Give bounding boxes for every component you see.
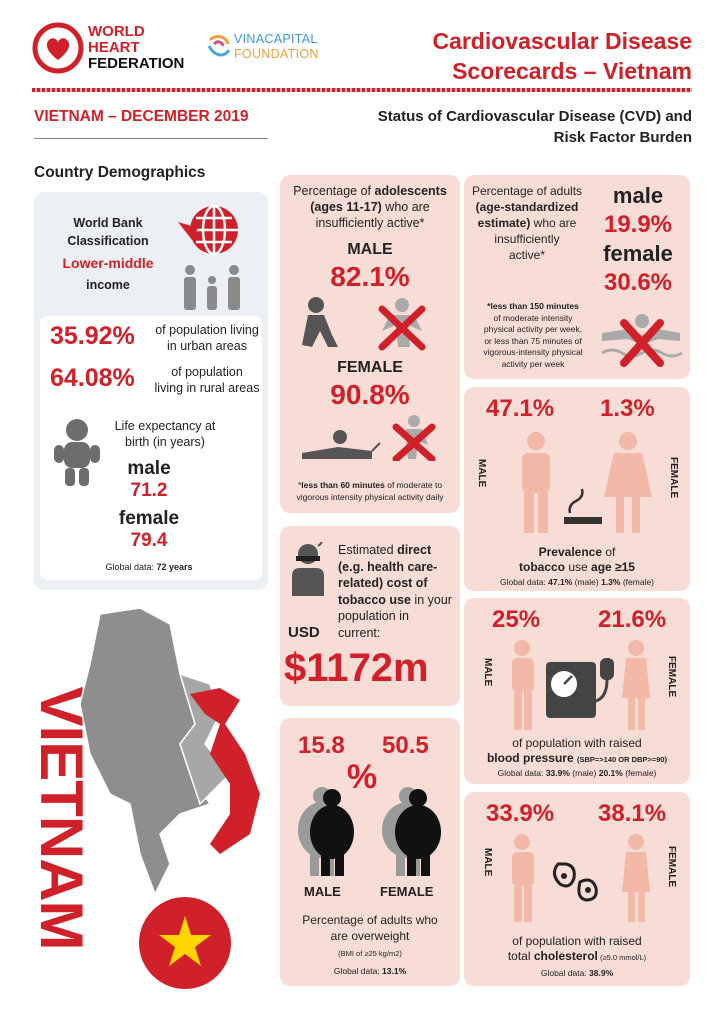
- adolescents-male-value: 82.1%: [330, 261, 410, 292]
- adolescents-line2-post: who are: [381, 200, 430, 214]
- adults-note2: of moderate intensity: [493, 312, 573, 323]
- cholesterol-global-data: [464, 968, 690, 978]
- rural-value: 64.08%: [50, 364, 135, 392]
- tobacco-cost-line3: related) cost of: [338, 576, 428, 590]
- cholesterol-female-label: FEMALE: [666, 846, 677, 888]
- bp-male-value: 25%: [492, 606, 541, 633]
- org-name-line3: FEDERATION: [88, 55, 185, 72]
- partner-logo: [206, 30, 336, 66]
- vietnam-word-text: VIETNAM: [28, 686, 95, 950]
- urban-label: [148, 322, 266, 354]
- tobacco-female-value: 1.3%: [600, 395, 655, 422]
- adolescents-female-value: 90.8%: [330, 379, 410, 410]
- wb-line3: income: [86, 278, 130, 292]
- urban-label-line1: of population living: [155, 323, 259, 337]
- tobacco-global-female: 1.3%: [601, 577, 621, 587]
- region-map: [70, 604, 270, 904]
- adolescents-line1-bold: adolescents: [374, 184, 447, 198]
- tobacco-male-label: MALE: [476, 459, 487, 488]
- life-male-value: 71.2: [130, 480, 168, 501]
- male-female-smoking-icon: [510, 431, 654, 537]
- bp-global-data: [464, 768, 690, 778]
- overweight-global-value: 13.1%: [382, 966, 407, 976]
- cholesterol-caption-small: (≥5.0 mmol/L): [597, 953, 647, 962]
- life-female-label: female: [118, 508, 180, 529]
- partner-swirl-icon: [206, 32, 232, 62]
- swimmer-crossed-icon: [598, 309, 684, 371]
- adults-female-label: female: [603, 241, 673, 266]
- bp-male-label: MALE: [482, 658, 493, 687]
- org-name-line1: WORLD: [88, 23, 145, 40]
- adults-male-value: 19.9%: [603, 211, 673, 238]
- baby-icon: [52, 418, 102, 488]
- bp-caption-small: (SBP=>140 OR DBP>=90): [576, 755, 668, 764]
- adults-note4: or less than 75 minutes of: [484, 335, 582, 346]
- adolescents-note-bold: less than 60 minutes: [301, 480, 385, 490]
- rural-label-line2: living in rural areas: [154, 381, 260, 395]
- adults-note5: vigorous-intensity physical: [483, 347, 583, 357]
- adolescents-line2: (ages 11-17): [310, 200, 382, 214]
- wb-classification: [50, 214, 166, 294]
- adults-activity-card: [464, 175, 690, 379]
- bp-female-value: 21.6%: [598, 606, 667, 633]
- life-female-value: 79.4: [130, 530, 168, 551]
- cholesterol-caption-pre: total: [507, 949, 534, 963]
- bp-global-pre: Global data:: [497, 768, 546, 778]
- tobacco-male-value: 47.1%: [486, 395, 555, 422]
- overweight-caption-small: (BMI of ≥25 kg/m2): [338, 949, 402, 958]
- life-global-label: Global data:: [105, 562, 157, 572]
- subtitle-status-line1: Status of Cardiovascular Disease (CVD) and: [377, 108, 692, 125]
- overweight-card: [280, 718, 460, 986]
- bp-global-female-post: (female): [622, 768, 657, 778]
- life-label-line2: birth (in years): [125, 435, 205, 449]
- rural-label: [148, 364, 266, 396]
- adults-activity-note: [470, 301, 596, 370]
- adolescents-heading: [286, 183, 454, 231]
- bp-global-male-post: (male): [569, 768, 599, 778]
- tobacco-cost-line1-bold: direct: [397, 543, 432, 557]
- adolescents-note-pre: *: [297, 480, 302, 490]
- cholesterol-male-label: MALE: [482, 848, 493, 877]
- tobacco-caption-bold1: Prevalence: [538, 545, 603, 559]
- adolescents-card: [280, 175, 460, 513]
- demographics-heading: Country Demographics: [34, 164, 206, 181]
- overweight-male-label: MALE: [304, 884, 341, 899]
- tobacco-caption-bold2: tobacco: [519, 560, 566, 574]
- partner-name-line1: VINACAPITAL: [234, 32, 318, 46]
- tobacco-cost-line5: population in: [338, 609, 409, 623]
- overweight-caption: [280, 912, 460, 962]
- tobacco-caption-bold3: age ≥15: [591, 560, 635, 574]
- tobacco-global-male: 47.1%: [548, 577, 573, 587]
- tobacco-cost-line4-post: in your: [410, 592, 452, 607]
- adolescents-female-label: FEMALE: [337, 359, 403, 376]
- overweight-global-data: [280, 966, 460, 976]
- adults-activity-heading: [464, 183, 590, 263]
- adults-line3-post: who are: [530, 216, 577, 230]
- tobacco-global-data: [464, 577, 690, 587]
- cholesterol-male-value: 33.9%: [486, 800, 555, 827]
- heart-logo-icon: [32, 22, 84, 74]
- subtitle-status: [378, 106, 692, 148]
- overweight-figures-icon: [294, 786, 454, 878]
- overweight-caption1: Percentage of adults who: [302, 913, 438, 927]
- adults-male-label: male: [612, 183, 664, 208]
- adults-note6: activity per week: [501, 358, 565, 369]
- overweight-female-value: 50.5: [382, 732, 429, 759]
- bp-female-label: FEMALE: [666, 656, 677, 698]
- wb-line2: Classification: [67, 234, 149, 248]
- adolescents-line1-pre: Percentage of: [293, 184, 375, 198]
- lying-child-icon: [298, 413, 448, 461]
- title-line2: Scorecards – Vietnam: [452, 58, 692, 84]
- wb-value: Lower-middle: [62, 255, 154, 271]
- blood-pressure-monitor-icon: [508, 640, 650, 734]
- bp-caption: [464, 736, 690, 767]
- cholesterol-global-value: 38.9%: [589, 968, 614, 978]
- rural-label-line1: of population: [171, 365, 243, 379]
- adults-female-value: 30.6%: [603, 269, 673, 296]
- tobacco-global-female-post: (female): [620, 577, 655, 587]
- tobacco-cost-line1-pre: Estimated: [338, 543, 398, 557]
- adolescents-note-post: of moderate to: [384, 480, 443, 490]
- partner-name-line2: FOUNDATION: [234, 47, 319, 61]
- bp-caption1: of population with raised: [512, 736, 642, 750]
- tobacco-caption-mid: use: [565, 560, 592, 574]
- subtitle-date: VIETNAM – DECEMBER 2019: [34, 108, 249, 125]
- tobacco-cost-value: $1172m: [284, 646, 429, 690]
- cholesterol-female-value: 38.1%: [598, 800, 667, 827]
- tobacco-cost-text: [338, 542, 458, 641]
- tobacco-global-male-post: (male): [572, 577, 602, 587]
- adults-line1: Percentage of adults: [471, 184, 583, 198]
- family-icon: [180, 264, 244, 312]
- subtitle-underline: [34, 138, 268, 139]
- adults-line2: (age-standardized: [475, 200, 579, 214]
- tobacco-female-label: FEMALE: [668, 457, 679, 499]
- adults-note3: physical activity per week,: [483, 324, 583, 334]
- cholesterol-icon: [508, 834, 650, 926]
- globe-arrow-icon: [174, 200, 244, 262]
- title-line1: Cardiovascular Disease: [432, 28, 692, 54]
- tobacco-cost-currency: USD: [288, 624, 320, 641]
- smoker-icon: [288, 542, 328, 596]
- overweight-global-pre: Global data:: [333, 966, 383, 976]
- life-global-data: [74, 562, 224, 572]
- vietnam-flag-icon: [138, 896, 232, 990]
- bp-global-male: 33.9%: [545, 768, 570, 778]
- demographics-card: [34, 192, 268, 590]
- tobacco-cost-card: [280, 526, 460, 706]
- life-expectancy-label: [106, 418, 224, 450]
- tobacco-cost-line4: tobacco use: [338, 592, 411, 607]
- header-divider: [32, 88, 692, 92]
- urban-label-line2: in urban areas: [167, 339, 247, 353]
- adolescents-note-line2: vigorous intensity physical activity daily: [296, 492, 444, 502]
- sitting-child-icon: [298, 295, 448, 351]
- adults-line3: estimate): [477, 216, 531, 230]
- bp-caption-bold: blood pressure: [486, 751, 574, 765]
- subtitle-status-line2: Risk Factor Burden: [553, 129, 692, 146]
- bp-global-female: 20.1%: [598, 768, 623, 778]
- cholesterol-caption: [464, 934, 690, 965]
- wb-line1: World Bank: [73, 216, 143, 230]
- adults-note1: *less than 150 minutes: [487, 301, 579, 311]
- adolescents-line3: insufficiently active*: [315, 216, 425, 230]
- life-global-value: 72 years: [156, 562, 193, 572]
- cholesterol-caption1: of population with raised: [512, 934, 642, 948]
- overweight-caption2: are overweight: [330, 929, 410, 943]
- tobacco-global-pre: Global data:: [499, 577, 549, 587]
- org-name-line2: HEART: [88, 39, 140, 56]
- cholesterol-card: [464, 792, 690, 986]
- life-label-line1: Life expectancy at: [114, 419, 216, 433]
- tobacco-prevalence-card: [464, 387, 690, 591]
- tobacco-cost-line2: (e.g. health care-: [338, 559, 438, 574]
- adults-line5: active*: [508, 248, 546, 262]
- overweight-male-value: 15.8: [298, 732, 345, 759]
- tobacco-caption: [464, 545, 690, 575]
- urban-value: 35.92%: [50, 322, 135, 350]
- adolescents-male-label: MALE: [347, 241, 393, 258]
- tobacco-caption-post1: of: [602, 545, 616, 559]
- tobacco-cost-line6: current:: [338, 625, 381, 640]
- blood-pressure-card: [464, 598, 690, 784]
- overweight-percent: %: [346, 758, 378, 796]
- overweight-female-label: FEMALE: [380, 884, 434, 899]
- cholesterol-caption-bold: cholesterol: [533, 949, 598, 963]
- life-male-label: male: [127, 458, 171, 479]
- adults-line4: insufficiently: [494, 232, 560, 246]
- adolescents-note: [284, 479, 456, 503]
- page-title: [432, 26, 692, 86]
- cholesterol-global-pre: Global data:: [540, 968, 590, 978]
- whf-logo: [32, 22, 192, 74]
